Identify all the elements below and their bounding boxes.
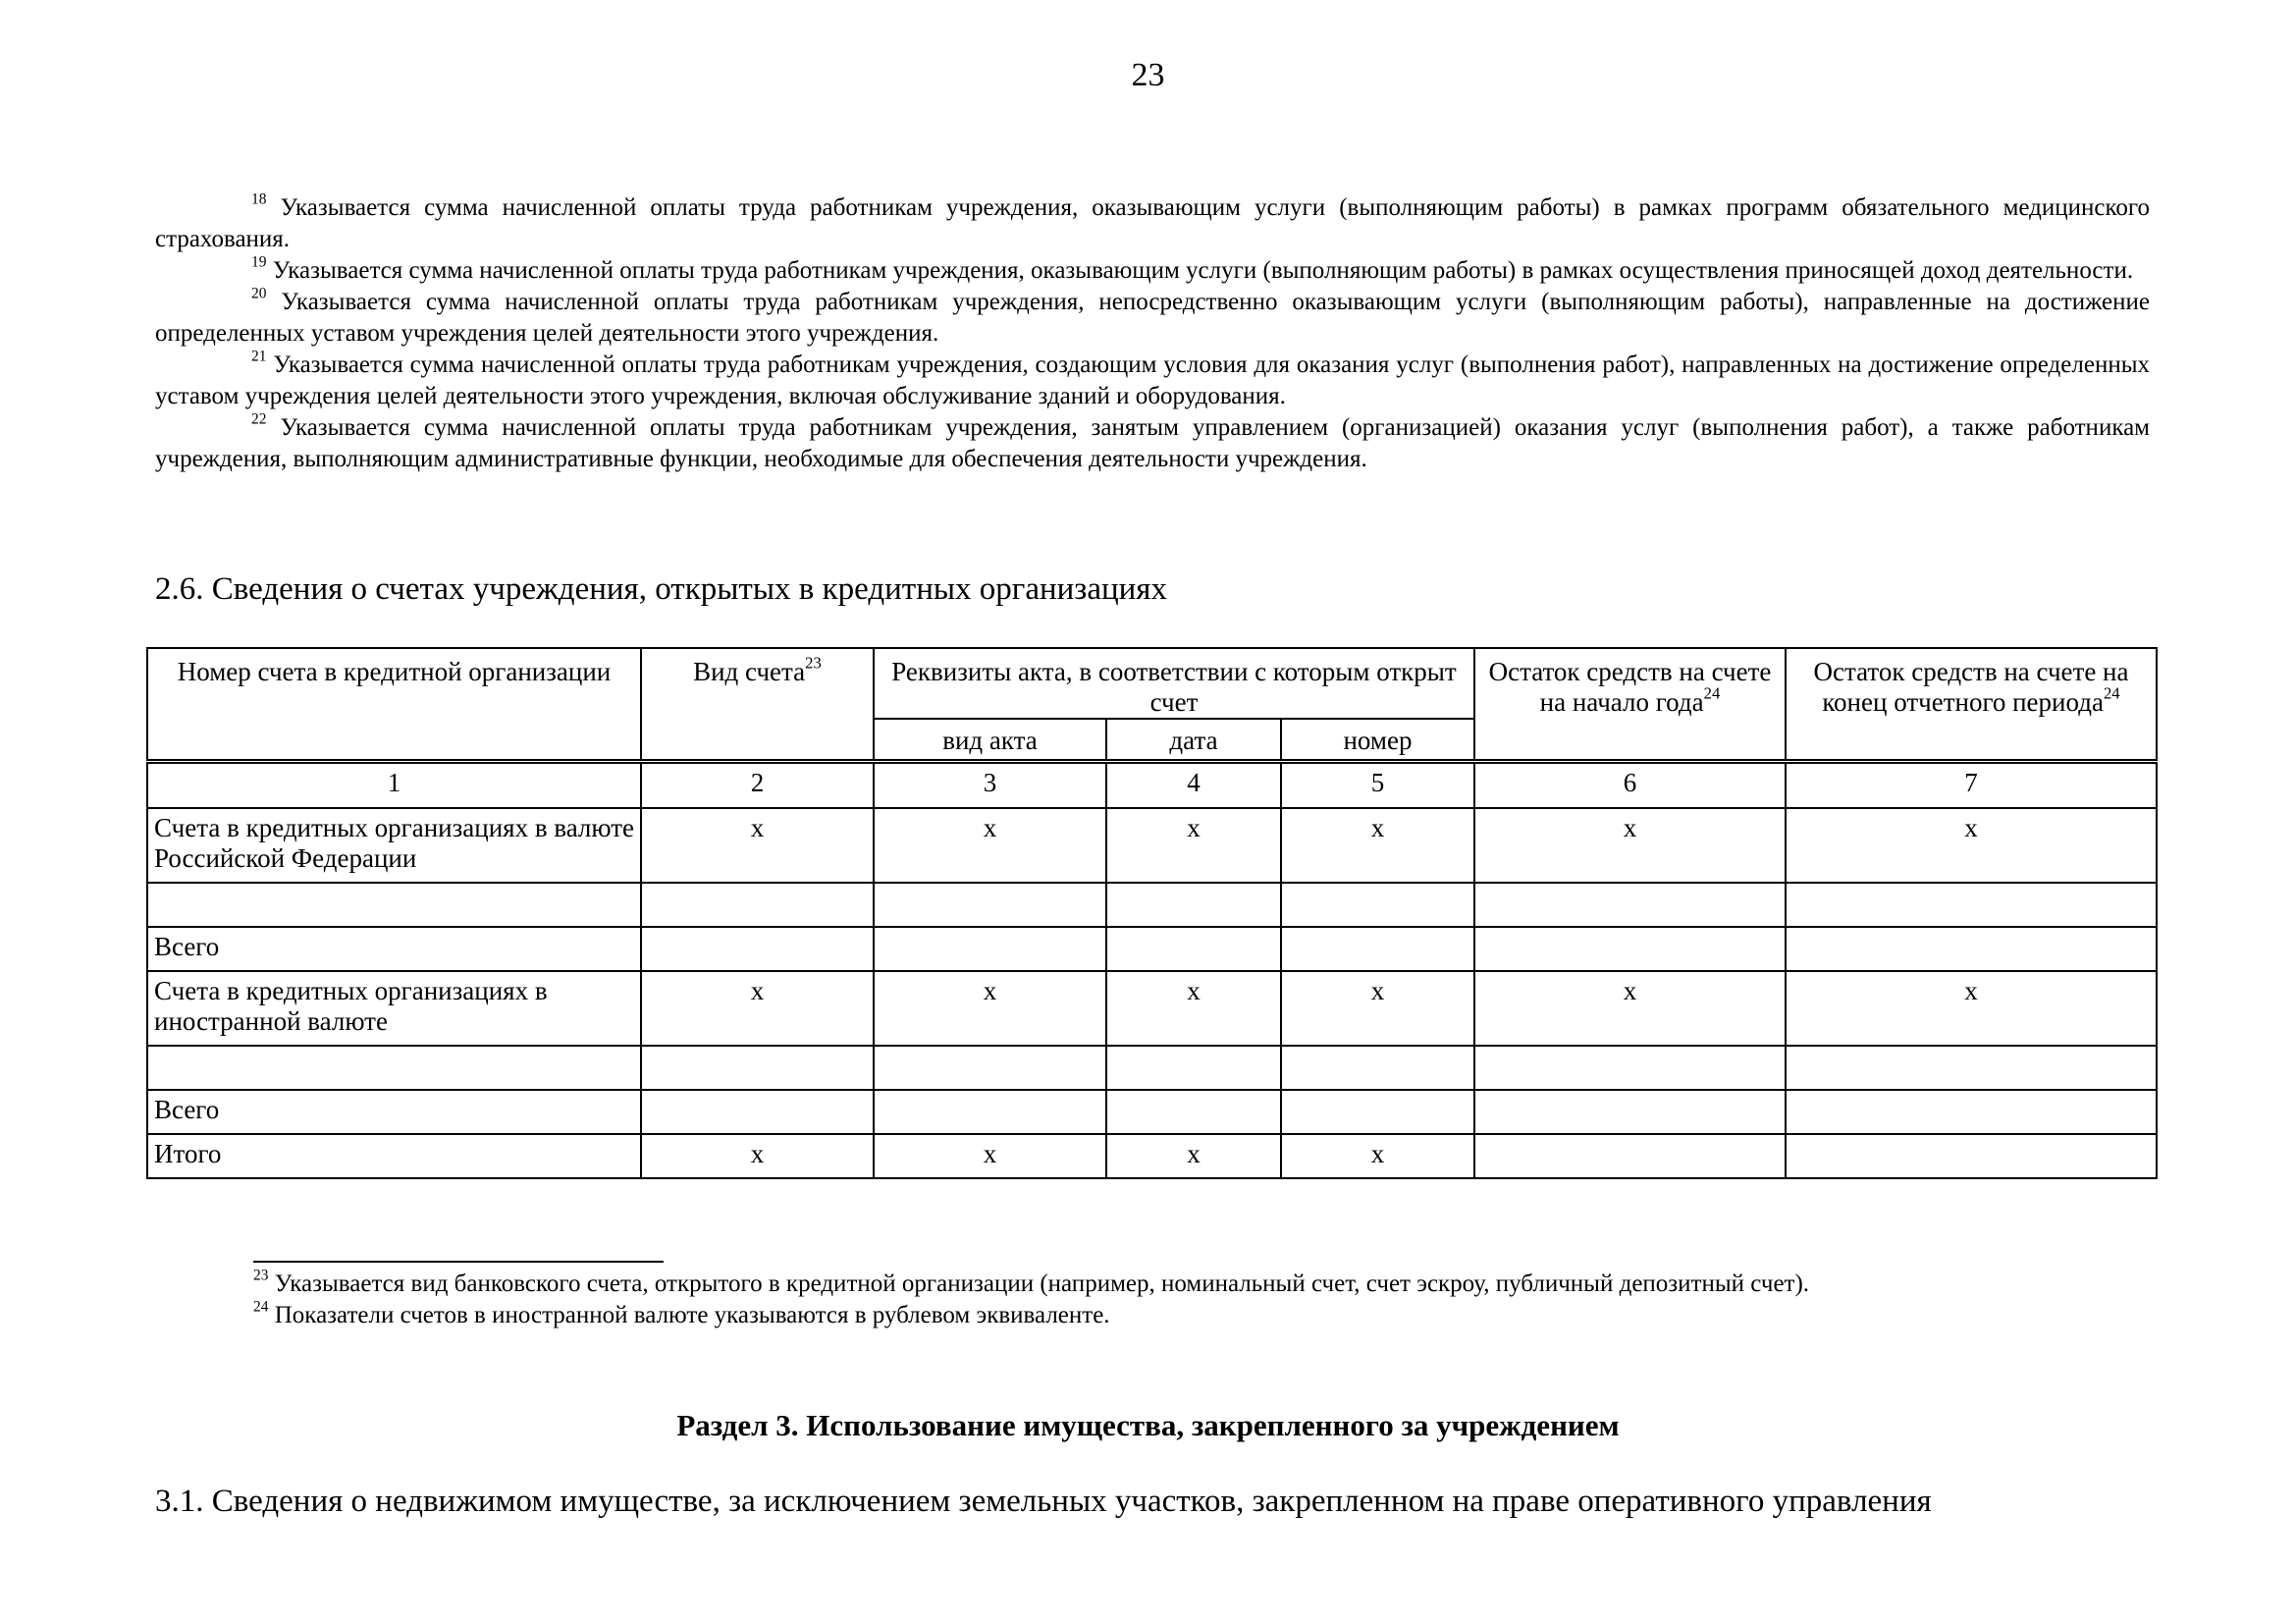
footnote-24 (253, 1300, 1809, 1331)
table-cell: x (1786, 971, 2157, 1046)
column-number: 1 (147, 762, 641, 809)
footnote-marker: 24 (2103, 683, 2120, 703)
header-act-details: Реквизиты акта, в соответствии с которым открыт счет (874, 648, 1474, 719)
column-number: 2 (641, 762, 874, 809)
table-cell (1786, 1090, 2157, 1134)
table-cell: x (641, 808, 874, 883)
table-cell: x (1281, 1134, 1474, 1178)
table-cell: x (641, 971, 874, 1046)
table-cell (1786, 1046, 2157, 1090)
row-label: Итого (147, 1134, 641, 1178)
table-cell (874, 1090, 1106, 1134)
table-cell: x (1106, 971, 1281, 1046)
row-label: Счета в кредитных организациях в иностранной валюте (147, 971, 641, 1046)
header-act-number: номер (1281, 719, 1474, 762)
section-3-title: Раздел 3. Использование имущества, закрепленного за учреждением (676, 1408, 1620, 1442)
table-cell (1106, 927, 1281, 971)
header-account-type-label: Вид счета (693, 657, 806, 686)
table-row (147, 1134, 2157, 1178)
row-label (147, 1046, 641, 1090)
footnote-marker: 24 (1703, 683, 1721, 703)
footnote-marker: 21 (251, 348, 267, 365)
table-row (147, 927, 2157, 971)
footnote-22 (155, 412, 2150, 475)
footnote-separator (253, 1261, 664, 1263)
column-number: 4 (1106, 762, 1281, 809)
table-cell (1474, 1090, 1786, 1134)
table-cell (641, 1046, 874, 1090)
footnote-text: Указывается сумма начисленной оплаты труда работникам учреждения, занятым управлением (организацией) оказания услуг (выполнения работ), а также работникам учреждения, выполняющим административные функции, необходимые для обеспечения деятельности учреждения. (155, 414, 2151, 472)
footnote-18 (155, 192, 2150, 255)
footnote-marker: 24 (253, 1298, 269, 1316)
footnote-marker: 20 (251, 285, 267, 302)
footnote-text: Указывается вид банковского счета, открытого в кредитной организации (например, номинальный счет, счет эскроу, публичный депозитный счет). (274, 1271, 1810, 1297)
table-row (147, 1090, 2157, 1134)
table-cell: x (874, 808, 1106, 883)
table-cell (874, 883, 1106, 927)
table-cell: x (1106, 1134, 1281, 1178)
table-cell: x (874, 971, 1106, 1046)
table-cell: x (1281, 808, 1474, 883)
footnote-marker: 22 (251, 410, 267, 428)
table-cell: x (1474, 808, 1786, 883)
table-cell (641, 883, 874, 927)
table-cell: x (641, 1134, 874, 1178)
footnote-text: Указывается сумма начисленной оплаты труда работникам учреждения, оказывающим услуги (выполняющим работы) в рамках осуществления приносящей доход деятельности. (272, 257, 2134, 284)
footnote-marker: 23 (805, 653, 822, 673)
table-cell (1786, 883, 2157, 927)
page-number: 23 (1131, 57, 1165, 93)
table-cell (641, 927, 874, 971)
footnote-23 (253, 1269, 1809, 1300)
table-row (147, 808, 2157, 883)
column-number: 7 (1786, 762, 2157, 809)
table-cell: x (1786, 808, 2157, 883)
section-2-6-heading: 2.6. Сведения о счетах учреждения, открытых в кредитных организациях (155, 571, 1167, 607)
header-act-type: вид акта (874, 719, 1106, 762)
accounts-table (146, 647, 2158, 1179)
footnote-marker: 19 (251, 253, 267, 271)
header-balance-end (1786, 648, 2157, 762)
footnote-marker: 23 (253, 1267, 269, 1284)
table-cell (1786, 1134, 2157, 1178)
table-row (147, 1046, 2157, 1090)
table-cell (641, 1090, 874, 1134)
table-cell: x (1106, 808, 1281, 883)
table-cell (874, 927, 1106, 971)
header-balance-start (1474, 648, 1786, 762)
table-cell (1474, 1046, 1786, 1090)
footnote-text: Указывается сумма начисленной оплаты труда работникам учреждения, непосредственно оказывающим услуги (выполняющим работы), направленные на достижение определенных уставом учреждения целей деятельности этого учреждения. (155, 289, 2150, 347)
table-row (147, 883, 2157, 927)
table-cell (1786, 927, 2157, 971)
table-cell (874, 1046, 1106, 1090)
section-3-1-heading: 3.1. Сведения о недвижимом имуществе, за исключением земельных участков, закрепленном на праве оперативного управления (155, 1484, 1932, 1519)
table-cell (1106, 1046, 1281, 1090)
header-balance-start-label: Остаток средств на счете на начало года (1488, 657, 1772, 717)
row-label: Счета в кредитных организациях в валюте Российской Федерации (147, 808, 641, 883)
header-account-type (641, 648, 874, 762)
row-label: Всего (147, 927, 641, 971)
column-number: 5 (1281, 762, 1474, 809)
table-cell (1281, 927, 1474, 971)
table-cell (1474, 1134, 1786, 1178)
footnote-text: Указывается сумма начисленной оплаты труда работникам учреждения, оказывающим услуги (выполняющим работы) в рамках программ обязательного медицинского страхования. (155, 194, 2150, 252)
footnote-text: Указывается сумма начисленной оплаты труда работникам учреждения, создающим условия для оказания услуг (выполнения работ), направленных на достижение определенных уставом учреждения целей деятельности этого учреждения, включая обслуживание зданий и оборудования. (155, 352, 2150, 409)
table-cell (1281, 1090, 1474, 1134)
table-cell: x (874, 1134, 1106, 1178)
row-label (147, 883, 641, 927)
table-row (147, 971, 2157, 1046)
column-number: 6 (1474, 762, 1786, 809)
footnotes-bottom (253, 1269, 1809, 1331)
column-numbers-row (147, 762, 2157, 809)
row-label: Всего (147, 1090, 641, 1134)
table-cell: x (1474, 971, 1786, 1046)
footnote-20 (155, 287, 2150, 350)
column-number: 3 (874, 762, 1106, 809)
footnote-text: Показатели счетов в иностранной валюте указываются в рублевом эквиваленте. (274, 1302, 1110, 1328)
table-cell (1474, 927, 1786, 971)
footnotes-top (155, 192, 2150, 475)
table-cell (1106, 1090, 1281, 1134)
footnote-19 (155, 255, 2150, 287)
header-act-date: дата (1106, 719, 1281, 762)
table-cell (1474, 883, 1786, 927)
footnote-marker: 18 (251, 190, 267, 208)
table-cell (1281, 1046, 1474, 1090)
header-account-number: Номер счета в кредитной организации (147, 648, 641, 762)
header-balance-end-label: Остаток средств на счете на конец отчетного периода (1813, 657, 2129, 717)
table-cell (1281, 883, 1474, 927)
footnote-21 (155, 350, 2150, 412)
table-cell (1106, 883, 1281, 927)
table-cell: x (1281, 971, 1474, 1046)
